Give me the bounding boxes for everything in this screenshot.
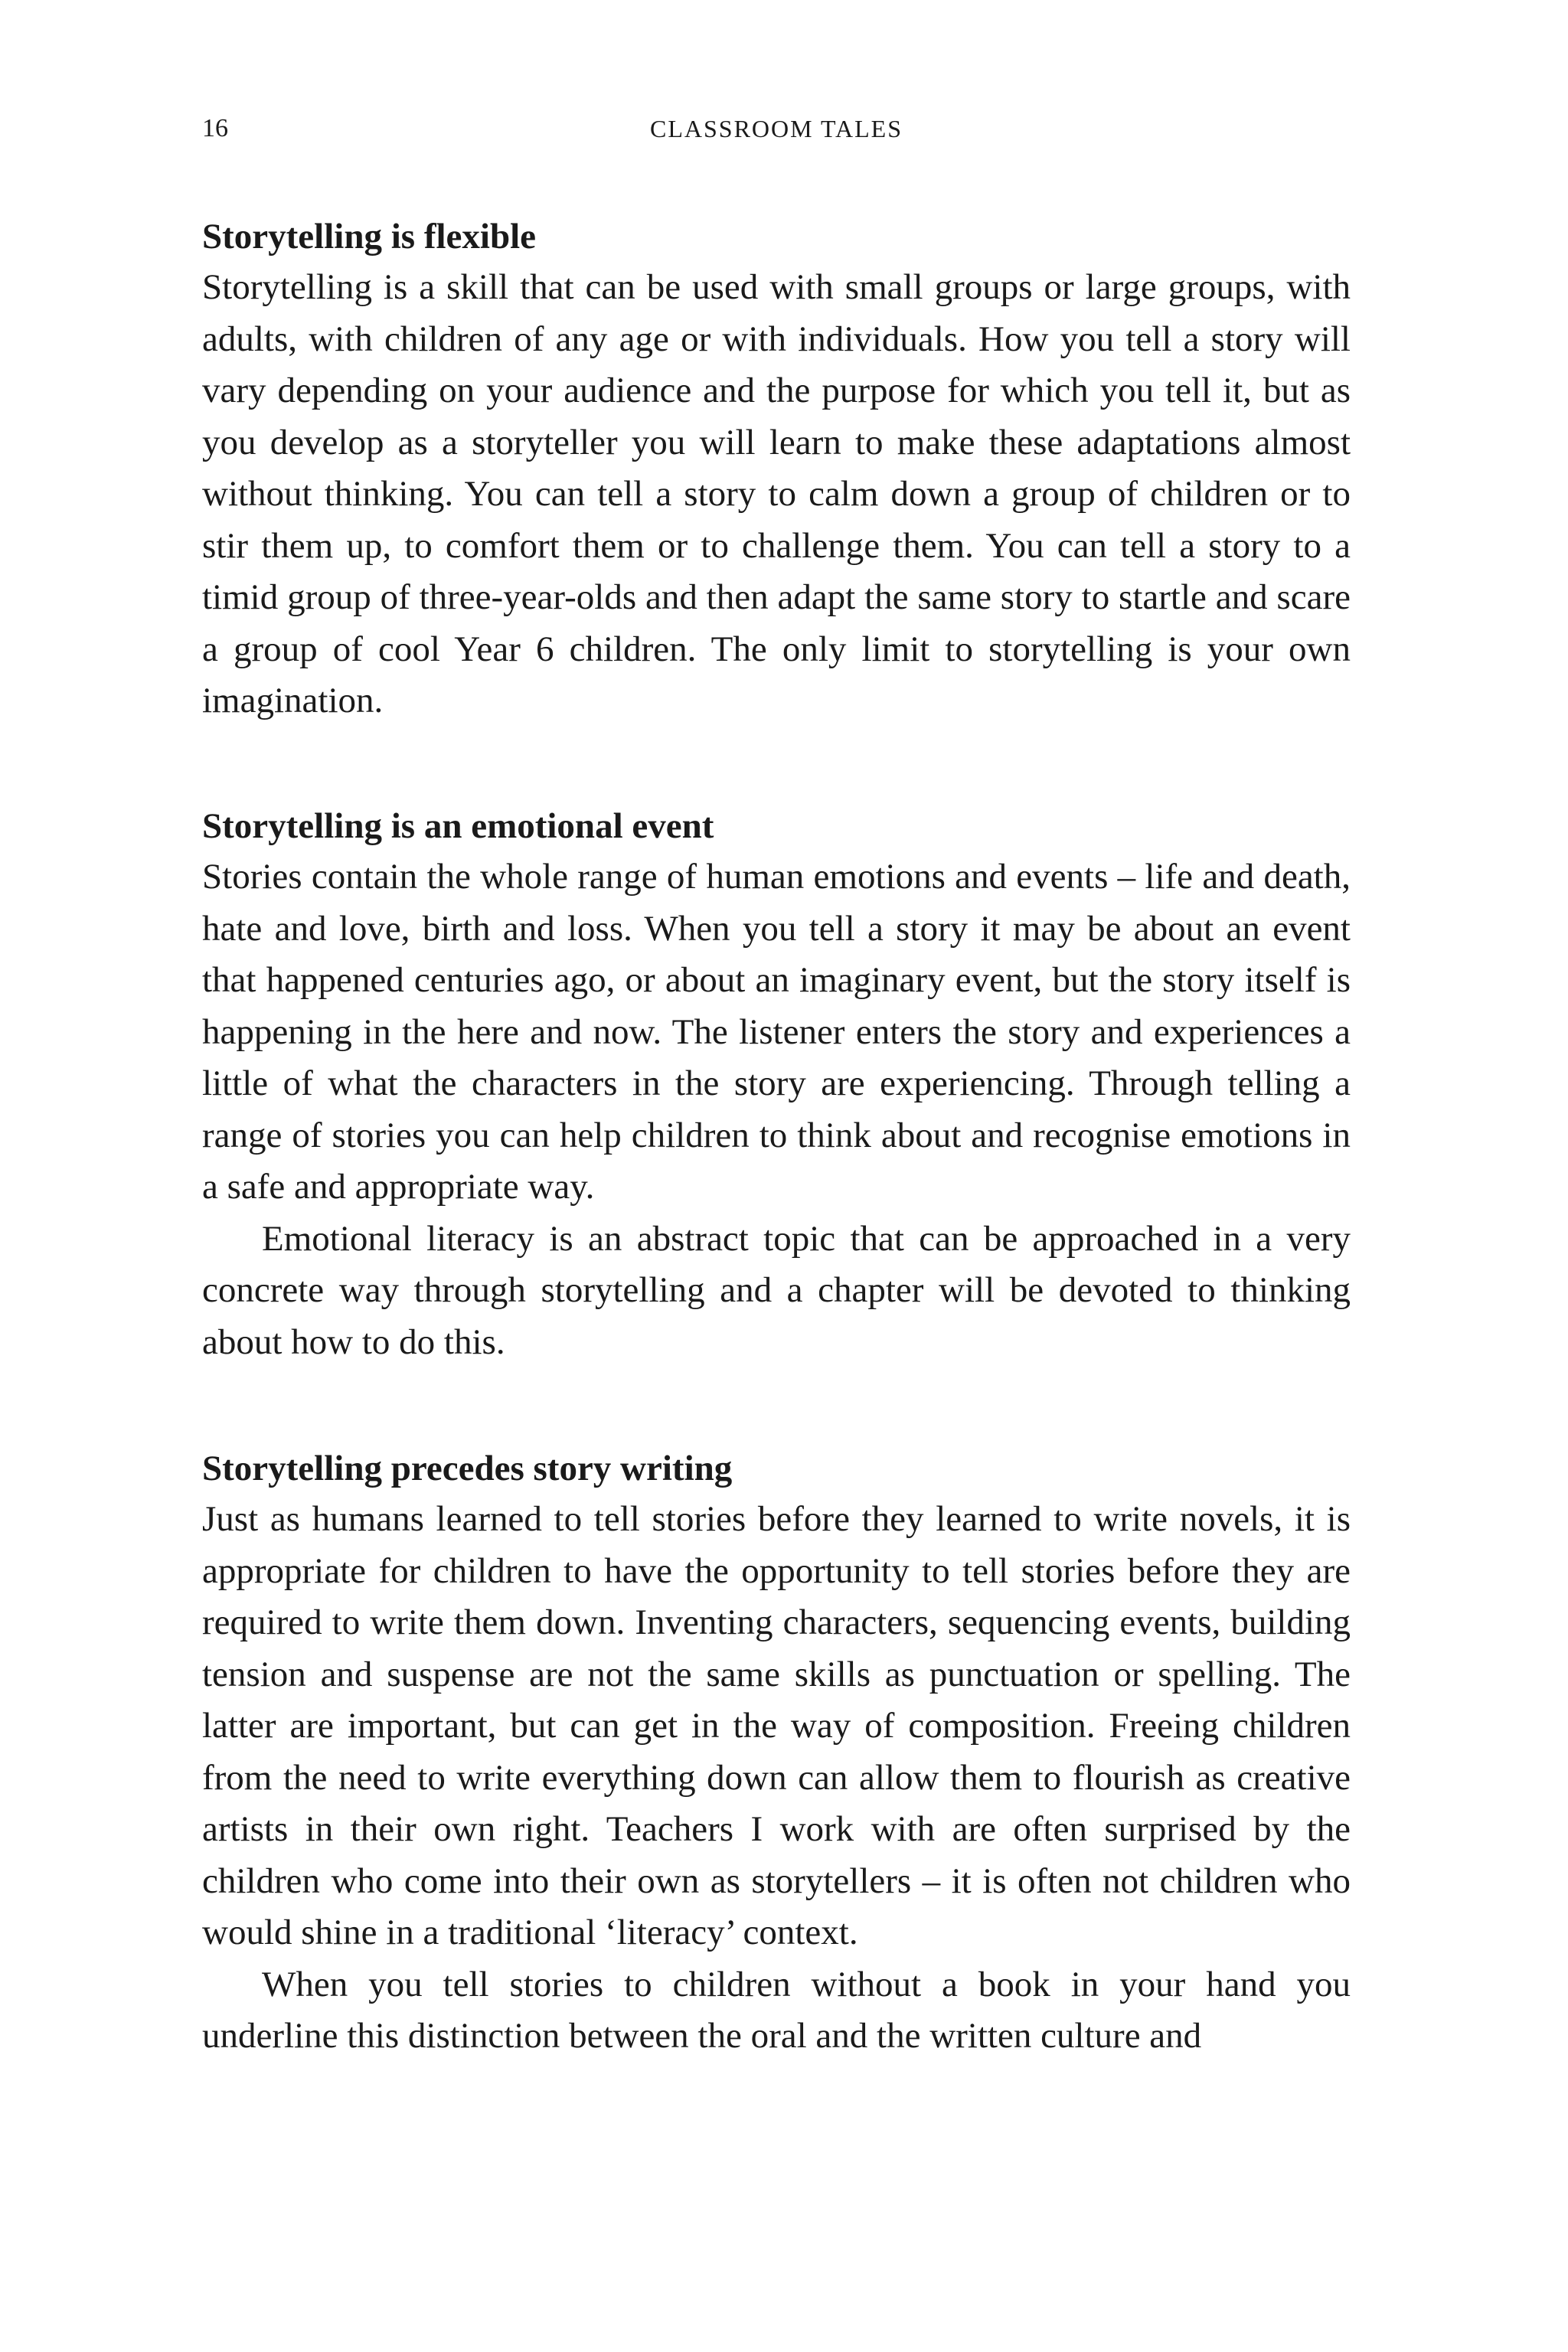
section-storytelling-precedes-story-writing xyxy=(202,1443,1351,2063)
body-paragraph: Stories contain the whole range of human emotions and events – life and death, hate and love, birth and loss. When you tell a story it may be about an event that happened centuries ago, or about an imaginary event, but the story itself is happening in the here and now. The listener enters the story and experiences a little of what the characters in the story are experiencing. Through telling a range of stories you can help children to think about and recognise emotions in a safe and appropriate way. xyxy=(202,857,1351,1207)
section-heading: Storytelling is flexible xyxy=(202,217,537,256)
body-paragraph: When you tell stories to children without a book in your hand you underline this distinction between the oral and the written culture and xyxy=(202,1964,1351,2056)
section-heading: Storytelling precedes story writing xyxy=(202,1449,733,1488)
body-paragraph: Storytelling is a skill that can be used with small groups or large groups, with adults, with children of any age or with individuals. How you tell a story will vary depending on your audience and the purpose for which you tell it, but as you develop as a storyteller you will learn to make these adaptations almost without thinking. You can tell a story to calm down a group of children or to stir them up, to comfort them or to challenge them. You can tell a story to a timid group of three-year-olds and then adapt the same story to startle and scare a group of cool Year 6 children. The only limit to storytelling is your own imagination. xyxy=(202,267,1351,720)
section-heading: Storytelling is an emotional event xyxy=(202,806,714,846)
body-paragraph: Just as humans learned to tell stories before they learned to write novels, it is appropriate for children to have the opportunity to tell stories before they are required to write them down. Inventing characters, sequencing events, building tension and suspense are not the same skills as punctuation or spelling. The latter are important, but can get in the way of composition. Freeing children from the need to write everything down can allow them to flourish as creative artists in their own right. Teachers I work with are often surprised by the children who come into their own as storytellers – it is often not children who would shine in a traditional ‘literacy’ context. xyxy=(202,1499,1351,1952)
section-storytelling-is-an-emotional-event xyxy=(202,801,1351,1368)
running-title: CLASSROOM TALES xyxy=(649,115,903,142)
page-number: 16 xyxy=(202,114,228,142)
running-header xyxy=(202,112,1351,145)
section-storytelling-is-flexible xyxy=(202,211,1351,727)
body-paragraph: Emotional literacy is an abstract topic that can be approached in a very concrete way through storytelling and a chapter will be devoted to thinking about how to do this. xyxy=(202,1218,1351,1362)
